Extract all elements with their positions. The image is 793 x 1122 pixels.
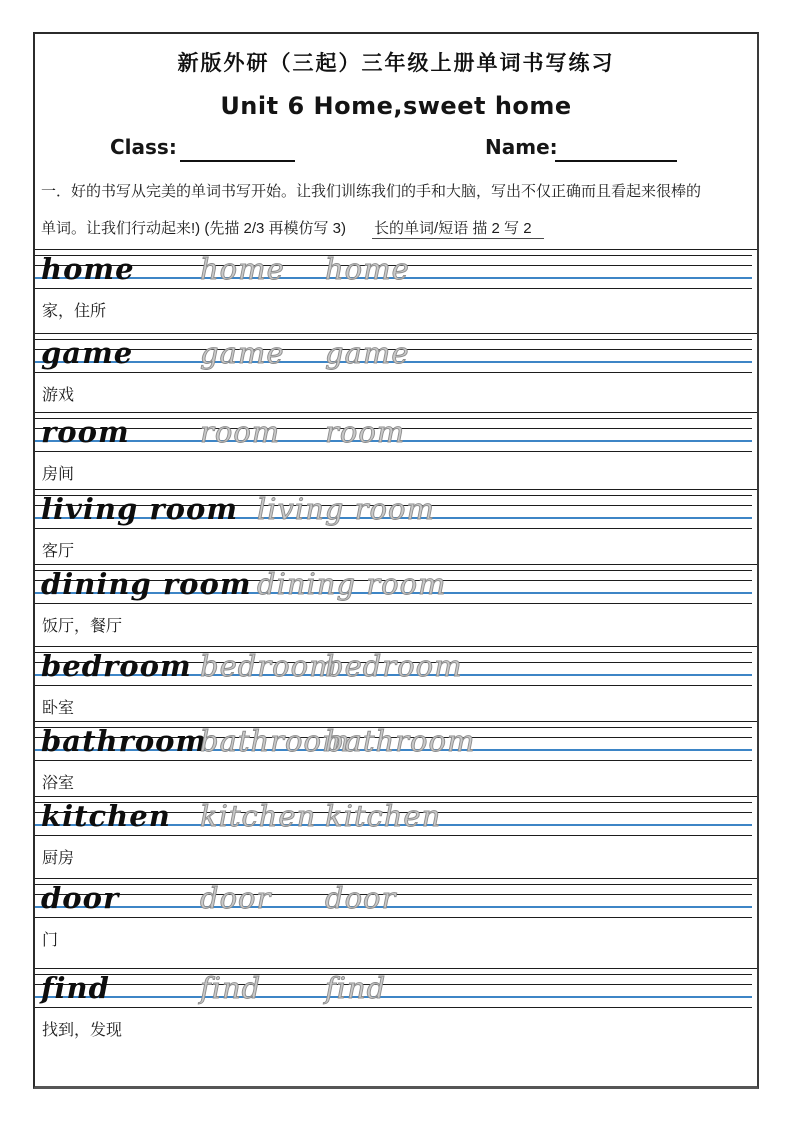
word-block bbox=[35, 333, 757, 412]
practice-word-trace: bathroom bbox=[325, 724, 476, 758]
word-block bbox=[35, 646, 757, 721]
word-block bbox=[35, 878, 757, 968]
word-block bbox=[35, 489, 757, 564]
practice-word-trace: bedroom bbox=[200, 649, 338, 683]
translation-text: 厨房 bbox=[42, 850, 75, 867]
handwriting-guide-row bbox=[35, 412, 757, 454]
practice-word-trace: find bbox=[325, 971, 387, 1005]
guide-bottom-line bbox=[35, 603, 752, 604]
practice-word-trace: kitchen bbox=[200, 799, 317, 833]
name-label: Name: bbox=[485, 135, 558, 159]
practice-word-trace: home bbox=[200, 252, 285, 286]
practice-word-trace: bathroom bbox=[200, 724, 351, 758]
guide-bottom-line bbox=[35, 451, 752, 452]
practice-word-trace: game bbox=[200, 336, 285, 370]
handwriting-guide-row bbox=[35, 721, 757, 763]
practice-word-bold: room bbox=[41, 415, 130, 449]
practice-word-bold: living room bbox=[41, 492, 239, 526]
translation-text: 游戏 bbox=[42, 387, 75, 404]
practice-word-trace: find bbox=[200, 971, 262, 1005]
instruction-underlined-note: 长的单词/短语 描 2 写 2 bbox=[372, 220, 544, 239]
handwriting-guide-row bbox=[35, 249, 757, 291]
handwriting-guide-row bbox=[35, 878, 757, 920]
handwriting-guide-row bbox=[35, 646, 757, 688]
translation-row bbox=[35, 375, 757, 412]
guide-baseline-blue bbox=[35, 996, 752, 998]
handwriting-guide-row bbox=[35, 333, 757, 375]
translation-row bbox=[35, 454, 757, 489]
handwriting-guide-row bbox=[35, 968, 757, 1010]
guide-bottom-line bbox=[35, 685, 752, 686]
practice-word-trace: door bbox=[200, 881, 272, 915]
page-title: 新版外研（三起）三年级上册单词书写练习 bbox=[177, 52, 615, 75]
practice-word-bold: dining room bbox=[41, 567, 252, 601]
practice-word-trace: game bbox=[325, 336, 410, 370]
translation-row bbox=[35, 531, 757, 564]
guide-bottom-line bbox=[35, 760, 752, 761]
guide-bottom-line bbox=[35, 835, 752, 836]
translation-text: 门 bbox=[42, 932, 59, 949]
practice-word-trace: dining room bbox=[257, 567, 447, 601]
translation-row bbox=[35, 763, 757, 796]
unit-title: Unit 6 Home,sweet home bbox=[220, 92, 572, 120]
practice-word-trace: living room bbox=[257, 492, 435, 526]
handwriting-guide-row bbox=[35, 564, 757, 606]
instruction-line-1: 一．好的书写从完美的单词书写开始。让我们训练我们的手和大脑，写出不仅正确而且看起来很棒的 bbox=[41, 183, 702, 200]
handwriting-guide-row bbox=[35, 796, 757, 838]
class-blank-line bbox=[180, 160, 295, 162]
practice-word-trace: room bbox=[200, 415, 281, 449]
translation-text: 家，住所 bbox=[42, 303, 107, 320]
translation-text: 饭厅，餐厅 bbox=[42, 618, 123, 635]
guide-bottom-line bbox=[35, 917, 752, 918]
translation-row bbox=[35, 838, 757, 878]
practice-word-bold: bedroom bbox=[41, 649, 192, 683]
instruction-line-2-text: 单词。让我们行动起来!) (先描 2/3 再模仿写 3) bbox=[41, 220, 347, 237]
worksheet-header bbox=[35, 34, 757, 249]
name-blank-line bbox=[555, 160, 677, 162]
practice-word-bold: kitchen bbox=[41, 799, 171, 833]
practice-word-trace: home bbox=[325, 252, 410, 286]
translation-row bbox=[35, 688, 757, 721]
class-label: Class: bbox=[110, 135, 177, 159]
translation-row bbox=[35, 606, 757, 646]
translation-row bbox=[35, 291, 757, 333]
practice-word-trace: kitchen bbox=[325, 799, 442, 833]
word-block bbox=[35, 721, 757, 796]
guide-top-line bbox=[35, 974, 752, 975]
instructions bbox=[35, 173, 757, 247]
guide-bottom-line bbox=[35, 1007, 752, 1008]
translation-text: 浴室 bbox=[42, 775, 75, 792]
practice-word-trace: room bbox=[325, 415, 406, 449]
worksheet-border-box bbox=[33, 32, 759, 1089]
translation-text: 卧室 bbox=[42, 700, 75, 717]
practice-word-trace: door bbox=[325, 881, 397, 915]
practice-word-bold: bathroom bbox=[41, 724, 208, 758]
translation-row bbox=[35, 920, 757, 968]
word-block bbox=[35, 249, 757, 333]
handwriting-guide-row bbox=[35, 489, 757, 531]
practice-word-bold: game bbox=[41, 336, 134, 370]
word-block bbox=[35, 968, 757, 1090]
class-name-row bbox=[35, 133, 757, 167]
practice-word-bold: find bbox=[41, 971, 110, 1005]
guide-bottom-line bbox=[35, 372, 752, 373]
practice-word-bold: door bbox=[41, 881, 120, 915]
practice-word-bold: home bbox=[41, 252, 135, 286]
word-block bbox=[35, 796, 757, 878]
word-practice-list bbox=[35, 249, 757, 1090]
instruction-line-2 bbox=[41, 210, 751, 247]
word-block bbox=[35, 412, 757, 489]
guide-mid-line bbox=[35, 984, 752, 985]
word-block bbox=[35, 564, 757, 646]
guide-bottom-line bbox=[35, 528, 752, 529]
translation-text: 房间 bbox=[42, 466, 75, 483]
guide-bottom-line bbox=[35, 288, 752, 289]
translation-text: 找到，发现 bbox=[42, 1022, 123, 1039]
practice-word-trace: bedroom bbox=[325, 649, 463, 683]
translation-text: 客厅 bbox=[42, 543, 75, 560]
translation-row bbox=[35, 1010, 757, 1090]
